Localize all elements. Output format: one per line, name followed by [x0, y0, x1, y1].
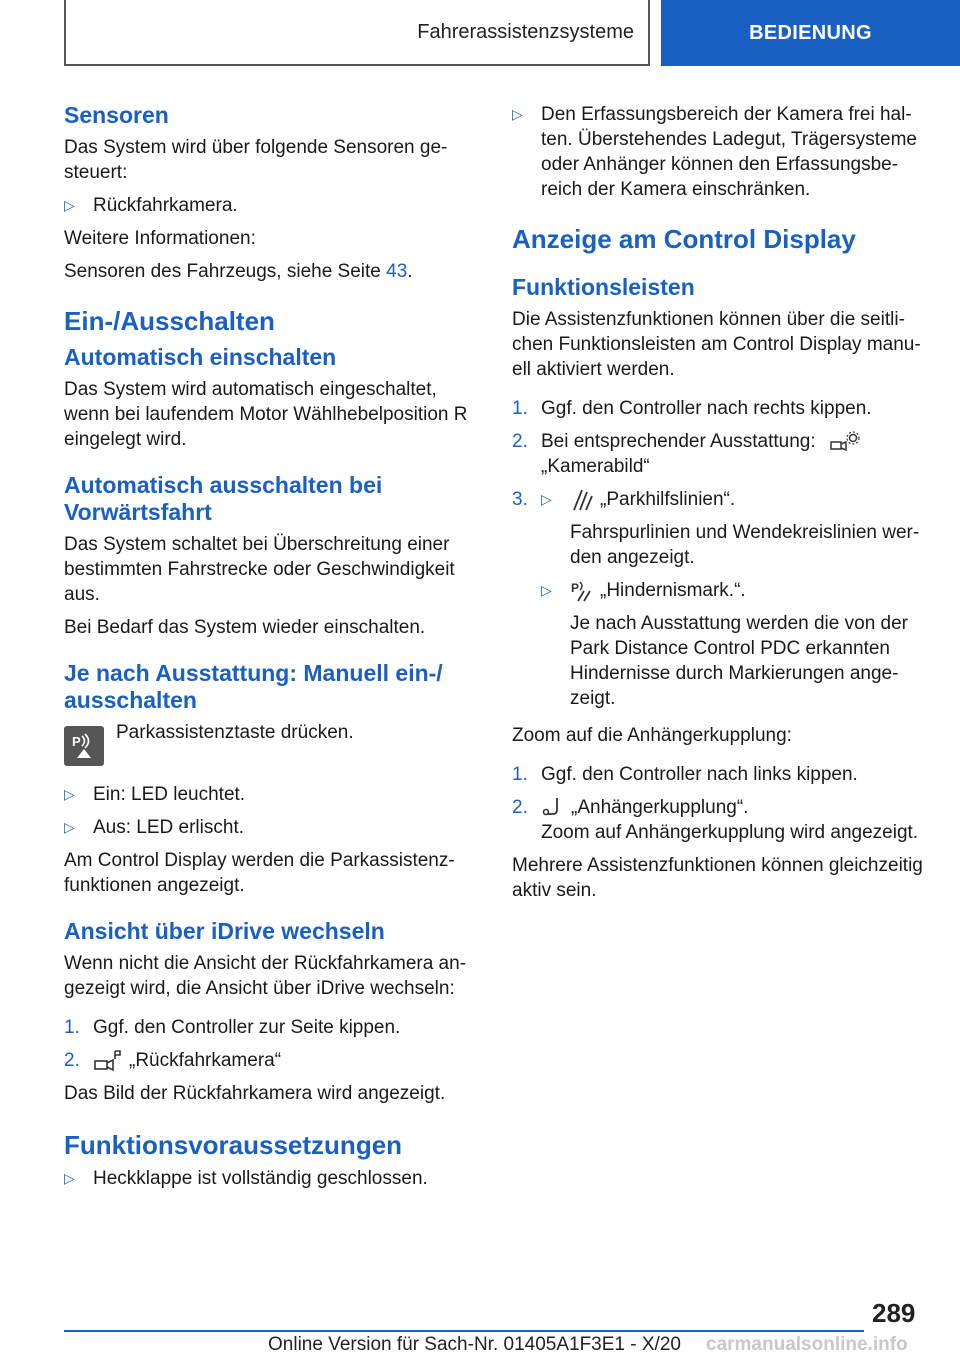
rear-camera-icon: [93, 1049, 123, 1073]
parking-lines-icon: [570, 488, 594, 512]
heading-auto-ein: Automatisch einschalten: [64, 344, 337, 370]
list-item: [64, 1048, 476, 1073]
list-item-text: Ggf. den Controller nach links kippen.: [541, 764, 858, 785]
svg-text:P: P: [72, 734, 81, 749]
heading-einaus: Ein-/Ausschalten: [64, 306, 275, 336]
list-item: [64, 193, 476, 218]
sub-list-item: [541, 487, 928, 512]
list-item: [64, 1166, 476, 1191]
header-chapter: [661, 0, 960, 66]
list-number: 1.: [512, 764, 528, 785]
heading-auto-aus: Automatisch ausschalten bei Vorwärtsfahrt: [64, 472, 383, 525]
list-item: [512, 396, 928, 421]
pdc-instruction: [64, 720, 476, 766]
text-control: Am Control Display werden die Parkassistenzfunktionen angezeigt.: [64, 850, 455, 896]
page-link[interactable]: 43: [386, 261, 408, 282]
ref-end: .: [407, 261, 413, 282]
list-item-text: „Parkhilfslinien“.: [600, 489, 736, 510]
text-s1-desc: Fahrspurlinien und Wendekreislinien werden angezeigt.: [570, 522, 920, 568]
text-mehrere: Mehrere Assistenzfunktionen können gleichzeitig aktiv sein.: [512, 855, 923, 901]
list-item-text: „Rückfahrkamera“: [129, 1050, 282, 1071]
list-number: 3.: [512, 489, 528, 510]
bullet-icon: ▷: [64, 1170, 75, 1186]
list-number: 2.: [512, 797, 528, 818]
heading-manuell: Je nach Ausstattung: Manuell ein-/ ausschalten: [64, 660, 443, 713]
list-item-text: Rückfahrkamera.: [93, 195, 238, 216]
header-section-title: Fahrerassistenzsysteme: [417, 20, 634, 43]
svg-text:P: P: [571, 580, 580, 595]
bullet-icon: ▷: [64, 819, 75, 835]
list-item: [512, 762, 928, 787]
bullet-icon: ▷: [512, 106, 523, 122]
camera-settings-icon: [829, 430, 861, 454]
list-item: [512, 795, 928, 845]
list-item: [64, 815, 476, 840]
heading-leisten: Funktionsleisten: [512, 274, 695, 300]
sub-list-item: [541, 578, 928, 603]
list-number: 1.: [512, 398, 528, 419]
text-idrive: Wenn nicht die Ansicht der Rückfahrkamera angezeigt wird, die Ansicht über iDrive wechseln:: [64, 953, 467, 999]
text-auto-aus: Das System schaltet bei Überschreitung einer bestimmten Fahrstrecke oder Geschwindigkeit aus.: [64, 534, 455, 605]
list-item-text: Ggf. den Controller zur Seite kippen.: [93, 1017, 401, 1038]
heading-sensoren: Sensoren: [64, 102, 169, 128]
text-sensoren-ref: [64, 259, 476, 284]
header-chapter-title: BEDIENUNG: [749, 21, 872, 44]
text-auto-ein: Das System wird automatisch eingeschaltet, wenn bei laufendem Motor Wählhebelposition R eingelegt wird.: [64, 379, 468, 450]
list-item-text: Zoom auf Anhängerkupplung wird angezeigt.: [541, 822, 919, 843]
list-item: [64, 1015, 476, 1040]
list-item: [512, 429, 928, 479]
right-column: [512, 102, 928, 911]
bullet-icon: ▷: [541, 582, 552, 598]
heading-idrive: Ansicht über iDrive wechseln: [64, 918, 385, 944]
heading-anzeige: Anzeige am Control Display: [512, 224, 856, 254]
list-item-text: Heckklappe ist vollständig geschlossen.: [93, 1168, 428, 1189]
list-number: 2.: [512, 431, 528, 452]
text-weitere: Weitere Informationen:: [64, 228, 256, 249]
watermark: carmanualsonline.info: [706, 1334, 908, 1355]
pdc-button-icon: [64, 726, 104, 766]
left-column: [64, 102, 476, 1199]
bullet-icon: ▷: [541, 491, 552, 507]
list-item-text: Ggf. den Controller nach rechts kippen.: [541, 398, 872, 419]
text-taste: Parkassistenztaste drücken.: [116, 722, 354, 743]
page-number: 289: [872, 1298, 916, 1328]
list-number: 1.: [64, 1017, 80, 1038]
text-leisten: Die Assistenzfunktionen können über die seitlichen Funktionsleisten am Control Display manuell aktiviert werden.: [512, 309, 921, 380]
list-item-text: Den Erfassungsbereich der Kamera frei halten. Überstehendes Ladegut, Trägersysteme oder Anhänger können den Erfassungsbereich der Kamera einschränken.: [541, 104, 918, 200]
footer-note: Online Version für Sach-Nr. 01405A1F3E1 - X/20: [268, 1334, 681, 1355]
list-item-text: Aus: LED erlischt.: [93, 817, 244, 838]
bullet-icon: ▷: [64, 197, 75, 213]
obstacle-marking-icon: [570, 579, 594, 603]
list-item: [64, 782, 476, 807]
list-number: 2.: [64, 1050, 80, 1071]
list-item-text: Ein: LED leuchtet.: [93, 784, 246, 805]
text-s2-desc: Je nach Ausstattung werden die von der Park Distance Control PDC erkannten Hindernisse durch Markierungen angezeigt.: [570, 613, 909, 709]
trailer-hitch-icon: [541, 796, 565, 820]
header-section: [64, 0, 650, 66]
ref-text: Sensoren des Fahrzeugs, siehe Seite: [64, 261, 387, 282]
text-sensoren: Das System wird über folgende Sensoren gesteuert:: [64, 137, 448, 183]
list-item: [512, 102, 928, 202]
bullet-icon: ▷: [64, 786, 75, 802]
text-bedarf: Bei Bedarf das System wieder einschalten.: [64, 617, 426, 638]
heading-funkvor: Funktionsvoraussetzungen: [64, 1130, 403, 1160]
list-item-text: „Kamerabild“: [541, 456, 650, 477]
list-item-text: Bei entsprechender Ausstattung:: [541, 431, 816, 452]
list-item: [512, 487, 928, 719]
list-item-text: „Anhängerkupplung“.: [571, 797, 749, 818]
list-item-text: „Hindernismark.“.: [600, 580, 746, 601]
footer-divider: [64, 1330, 864, 1332]
text-zoom: Zoom auf die Anhängerkupplung:: [512, 725, 792, 746]
text-bild: Das Bild der Rückfahrkamera wird angezeigt.: [64, 1083, 446, 1104]
